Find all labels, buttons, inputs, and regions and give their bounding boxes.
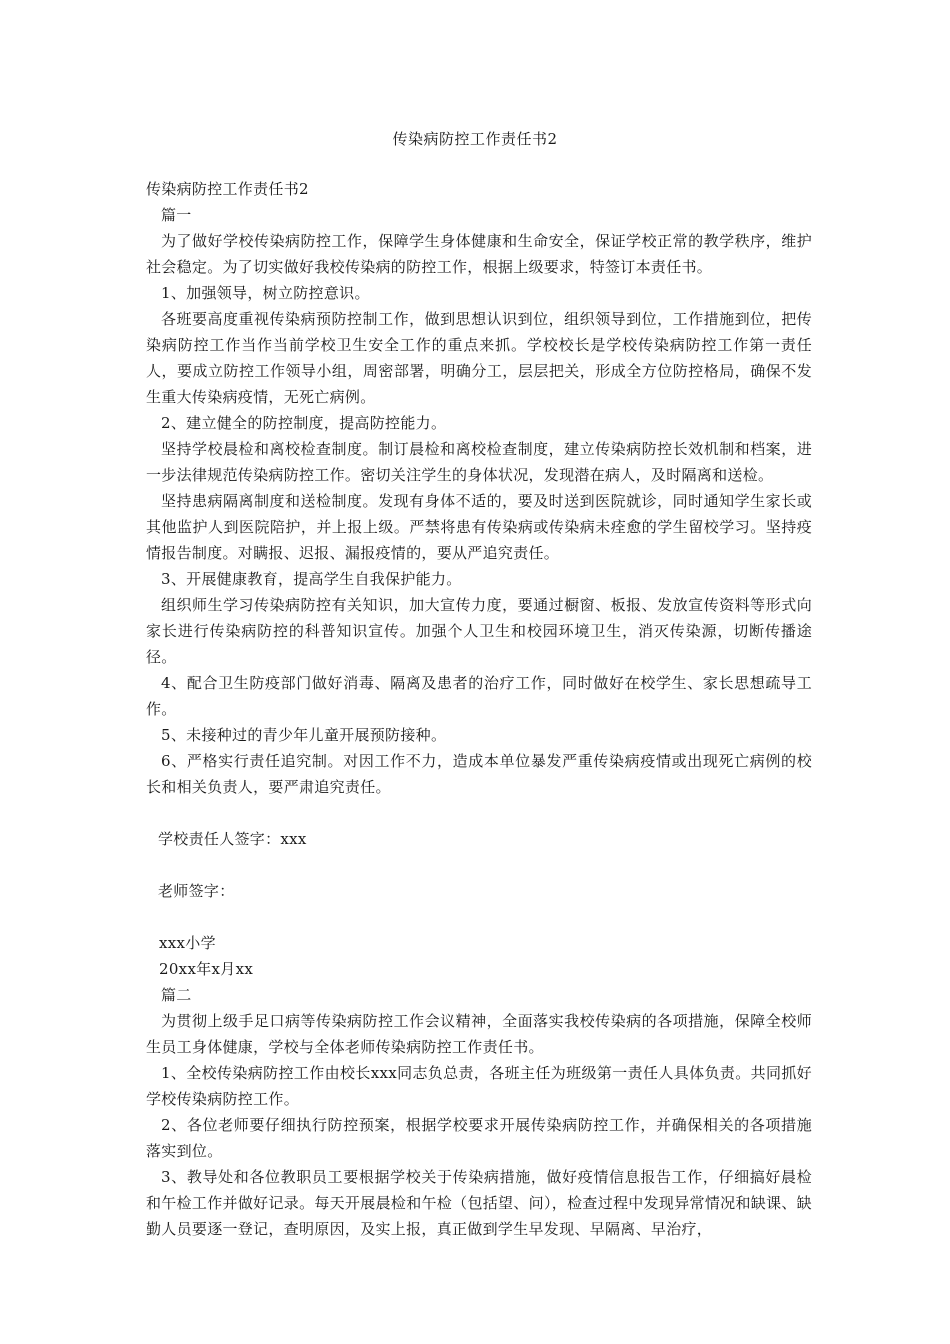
part2-item2: 2、各位老师要仔细执行防控预案，根据学校要求开展传染病防控工作，并确保相关的各项措施落实到位。	[146, 1116, 812, 1160]
part2-item3: 3、教导处和各位教职员工要根据学校关于传染病措施，做好疫情信息报告工作，仔细搞好晨检和午检工作并做好记录。每天开展晨检和午检（包括望、问），检查过程中发现异常情况和缺课、缺勤人员要逐一登记，查明原因，及实上报，真正做到学生早发现、早隔离、早治疗，	[146, 1168, 812, 1238]
part2-item1: 1、全校传染病防控工作由校长xxx同志负总责，各班主任为班级第一责任人具体负责。共同抓好学校传染病防控工作。	[146, 1064, 812, 1108]
document-body	[146, 176, 812, 1242]
part1-item1-title: 1、加强领导，树立防控意识。	[161, 284, 370, 302]
part1-intro: 为了做好学校传染病防控工作，保障学生身体健康和生命安全，保证学校正常的教学秩序，维护社会稳定。为了切实做好我校传染病的防控工作，根据上级要求，特签订本责任书。	[146, 232, 812, 276]
part1-item2-body-b: 坚持患病隔离制度和送检制度。发现有身体不适的，要及时送到医院就诊，同时通知学生家长或其他监护人到医院陪护，并上报上级。严禁将患有传染病或传染病未痊愈的学生留校学习。坚持疫情报告制度。对瞒报、迟报、漏报疫情的，要从严追究责任。	[146, 492, 812, 562]
part1-item3-title: 3、开展健康教育，提高学生自我保护能力。	[161, 570, 462, 588]
document-heading: 传染病防控工作责任书2	[146, 180, 309, 198]
part1-item3-body: 组织师生学习传染病防控有关知识，加大宣传力度，要通过橱窗、板报、发放宣传资料等形式向家长进行传染病防控的科普知识宣传。加强个人卫生和校园环境卫生，消灭传染源，切断传播途径。	[146, 596, 812, 666]
document-title: 传染病防控工作责任书2	[392, 130, 558, 148]
teacher-signature: 老师签字：	[158, 882, 235, 900]
sign-date: 20xx年x月xx	[159, 960, 254, 978]
part1-item5: 5、未接种过的青少年儿童开展预防接种。	[161, 726, 447, 744]
part2-label: 篇二	[161, 986, 192, 1004]
part2-intro: 为贯彻上级手足口病等传染病防控工作会议精神，全面落实我校传染病的各项措施，保障全校师生员工身体健康，学校与全体老师传染病防控工作责任书。	[146, 1012, 812, 1056]
part1-item1-body: 各班要高度重视传染病预防控制工作，做到思想认识到位，组织领导到位，工作措施到位，把传染病防控工作当作当前学校卫生安全工作的重点来抓。学校校长是学校传染病防控工作第一责任人，要成立防控工作领导小组，周密部署，明确分工，层层把关，形成全方位防控格局，确保不发生重大传染病疫情，无死亡病例。	[146, 310, 812, 406]
part1-item4: 4、配合卫生防疫部门做好消毒、隔离及患者的治疗工作，同时做好在校学生、家长思想疏导工作。	[146, 674, 812, 718]
school-signature: 学校责任人签字：xxx	[158, 830, 307, 848]
part1-item2-body-a: 坚持学校晨检和离校检查制度。制订晨检和离校检查制度，建立传染病防控长效机制和档案，进一步法律规范传染病防控工作。密切关注学生的身体状况，发现潜在病人，及时隔离和送检。	[146, 440, 812, 484]
part1-item6: 6、严格实行责任追究制。对因工作不力，造成本单位暴发严重传染病疫情或出现死亡病例的校长和相关负责人，要严肃追究责任。	[146, 752, 812, 796]
part1-item2-title: 2、建立健全的防控制度，提高防控能力。	[161, 414, 447, 432]
part1-label: 篇一	[161, 206, 192, 224]
school-name: xxx小学	[159, 934, 216, 952]
